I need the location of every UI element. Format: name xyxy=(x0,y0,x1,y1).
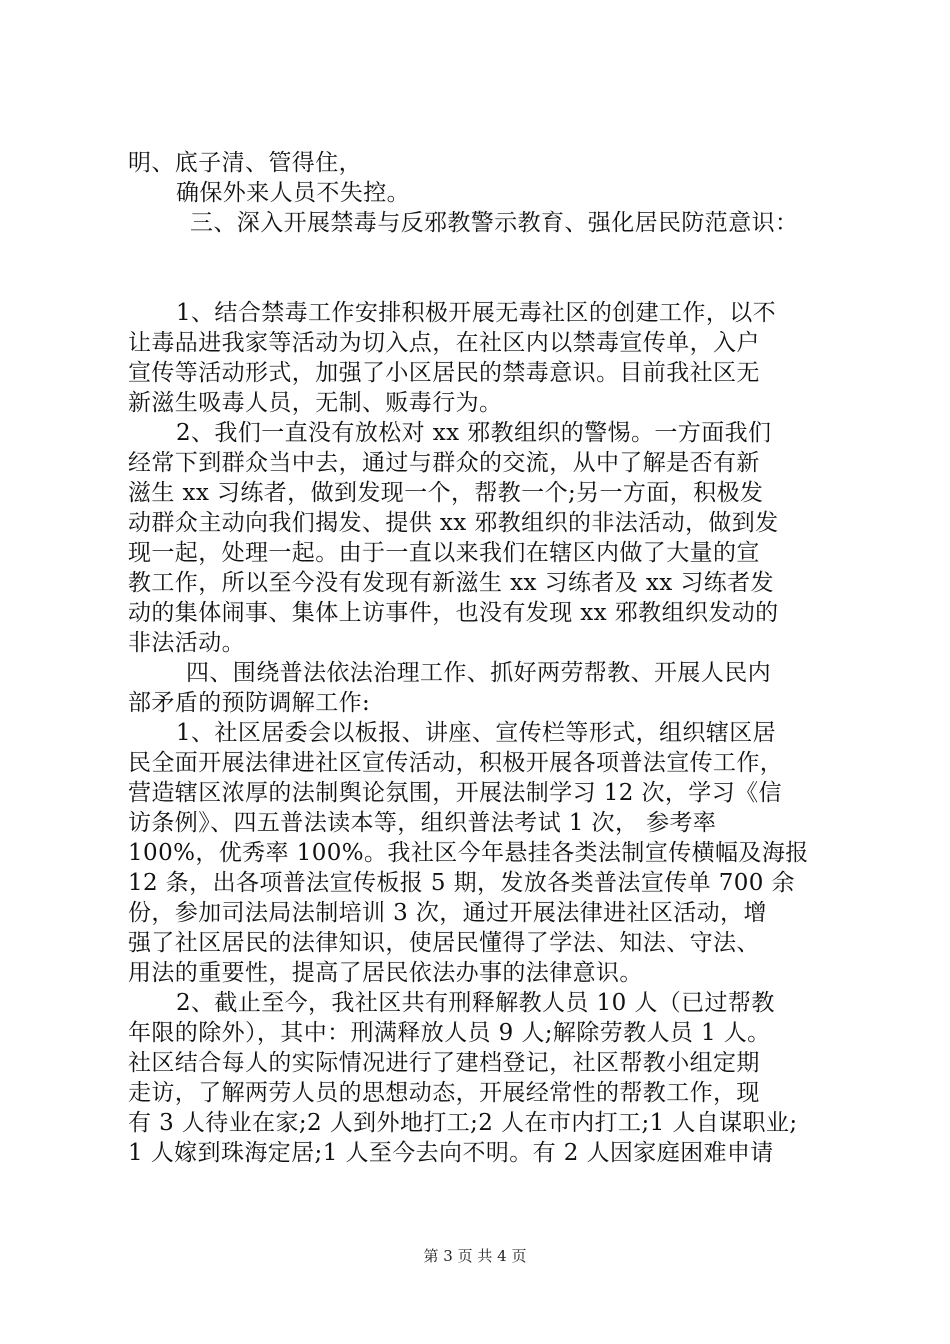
text-line: 1 人嫁到珠海定居;1 人至今去向不明。有 2 人因家庭困难申请 xyxy=(128,1140,774,1166)
text-line: 份，参加司法局法制培训 3 次，通过开展法律进社区活动，增 xyxy=(128,900,767,926)
text-line: 确保外来人员不失控。 xyxy=(176,180,410,206)
text-line: 新滋生吸毒人员，无制、贩毒行为。 xyxy=(128,390,503,416)
text-line: 100%，优秀率 100%。我社区今年悬挂各类法制宣传横幅及海报 xyxy=(128,840,809,866)
text-line: 动的集体闹事、集体上访事件，也没有发现 xx 邪教组织发动的 xyxy=(128,600,779,626)
section-heading: 四、围绕普法依法治理工作、抓好两劳帮教、开展人民内 xyxy=(186,660,771,686)
text-line: 1、结合禁毒工作安排积极开展无毒社区的创建工作，以不 xyxy=(176,300,777,326)
text-line: 1、社区居委会以板报、讲座、宣传栏等形式，组织辖区居 xyxy=(176,720,777,746)
text-line: 经常下到群众当中去，通过与群众的交流，从中了解是否有新 xyxy=(128,450,760,476)
section-heading-continued: 部矛盾的预防调解工作: xyxy=(128,690,371,716)
text-line: 动群众主动向我们揭发、提供 xx 邪教组织的非法活动，做到发 xyxy=(128,510,779,536)
section-heading: 三、深入开展禁毒与反邪教警示教育、强化居民防范意识： xyxy=(190,210,799,236)
text-line: 2、截止至今，我社区共有刑释解教人员 10 人（已过帮教 xyxy=(176,990,775,1016)
text-line: 有 3 人待业在家;2 人到外地打工;2 人在市内打工;1 人自谋职业; xyxy=(128,1110,798,1136)
text-line: 12 条，出各项普法宣传板报 5 期，发放各类普法宣传单 700 余 xyxy=(128,870,795,896)
text-line: 明、底子清、管得住， xyxy=(128,150,362,176)
page-number-footer: 第 3 页 共 4 页 xyxy=(423,1247,527,1265)
text-line: 社区结合每人的实际情况进行了建档登记，社区帮教小组定期 xyxy=(128,1050,760,1076)
text-line: 民全面开展法律进社区宣传活动，积极开展各项普法宣传工作， xyxy=(128,750,784,776)
text-line: 年限的除外），其中：刑满释放人员 9 人;解除劳教人员 1 人。 xyxy=(128,1020,771,1046)
text-line: 非法活动。 xyxy=(128,630,245,656)
text-line: 走访，了解两劳人员的思想动态，开展经常性的帮教工作，现 xyxy=(128,1080,760,1106)
text-line: 教工作，所以至今没有发现有新滋生 xx 习练者及 xx 习练者发 xyxy=(128,570,774,596)
text-line: 让毒品进我家等活动为切入点，在社区内以禁毒宣传单，入户 xyxy=(128,330,760,356)
text-line: 滋生 xx 习练者，做到发现一个，帮教一个;另一方面，积极发 xyxy=(128,480,764,506)
text-line: 宣传等活动形式，加强了小区居民的禁毒意识。目前我社区无 xyxy=(128,360,760,386)
text-line: 强了社区居民的法律知识，使居民懂得了学法、知法、守法、 xyxy=(128,930,760,956)
text-line: 现一起，处理一起。由于一直以来我们在辖区内做了大量的宣 xyxy=(128,540,760,566)
text-line: 用法的重要性，提高了居民依法办事的法律意识。 xyxy=(128,960,643,986)
text-line: 营造辖区浓厚的法制舆论氛围，开展法制学习 12 次，学习《信 xyxy=(128,780,782,806)
text-line: 2、我们一直没有放松对 xx 邪教组织的警惕。一方面我们 xyxy=(176,420,772,446)
text-line: 访条例》、四五普法读本等，组织普法考试 1 次， 参考率 xyxy=(128,810,717,836)
